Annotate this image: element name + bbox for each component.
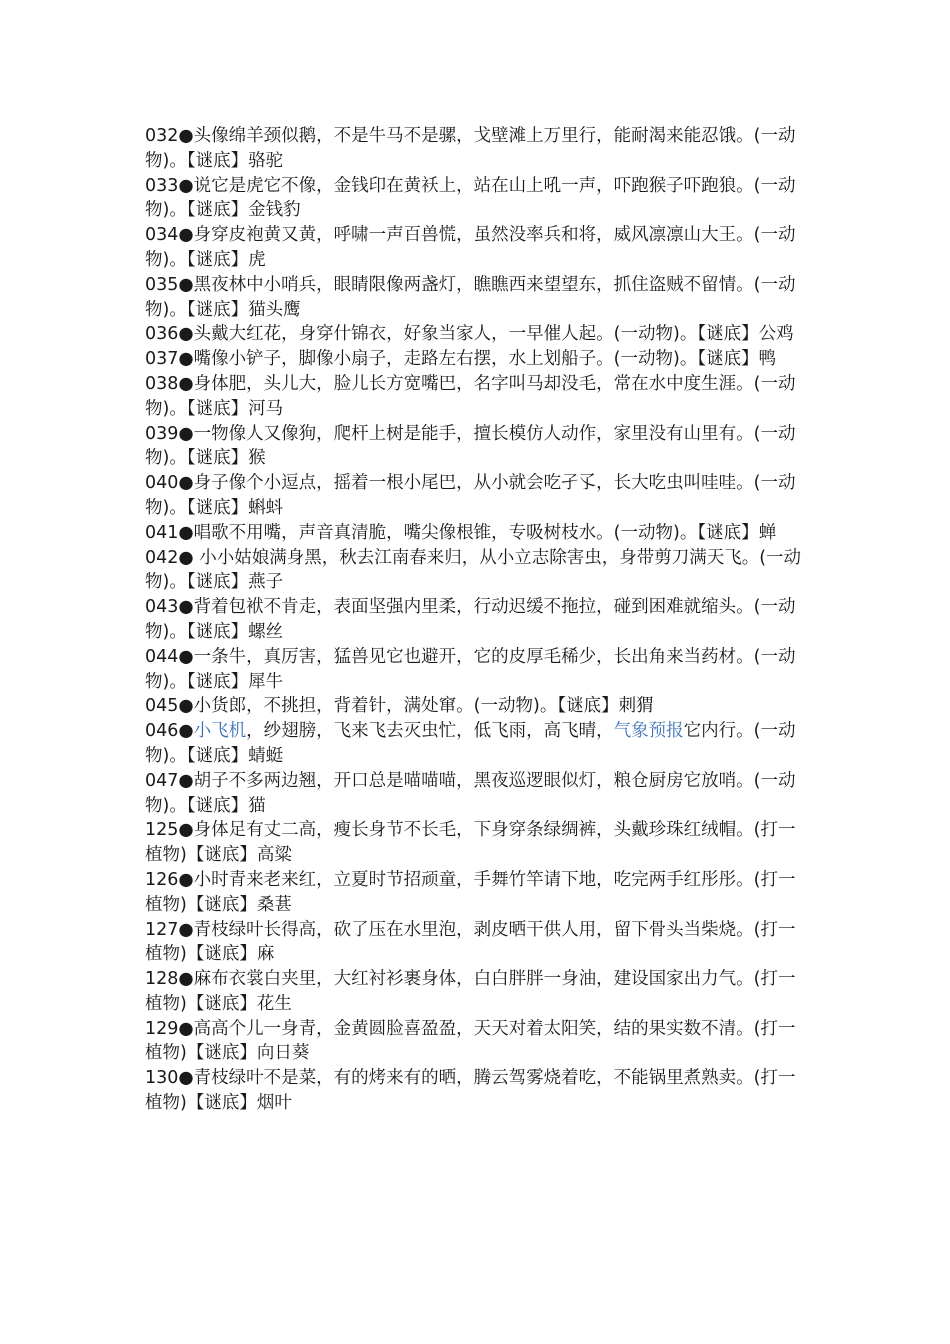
riddle-046-prefix: 046●: [145, 721, 194, 742]
riddle-128: 128●麻布衣裳白夹里，大红衬衫裹身体，白白胖胖一身油，建设国家出力气。(打一植物)【谜底】花生: [145, 969, 796, 1014]
riddle-046: [145, 719, 805, 769]
riddle-033: 033●说它是虎它不像，金钱印在黄袄上，站在山上吼一声，吓跑猴子吓跑狼。(一动物)。【谜底】金钱豹: [145, 175, 796, 221]
riddle-035: 035●黑夜林中小哨兵，眼睛限像两盏灯，瞧瞧西来望望东，抓住盗贼不留情。(一动物)。【谜底】猫头鹰: [145, 274, 796, 320]
riddle-130: 130●青枝绿叶不是菜，有的烤来有的晒，腾云驾雾烧着吃，不能锅里煮熟卖。(打一植物)【谜底】烟叶: [145, 1068, 796, 1114]
riddle-040: 040●身子像个小逗点，摇着一根小尾巴，从小就会吃孑孓，长大吃虫叫哇哇。(一动物)。【谜底】蝌蚪: [145, 473, 796, 518]
riddle-047: 047●胡子不多两边翘，开口总是喵喵喵，黑夜巡逻眼似灯，粮仓厨房它放哨。(一动物)。【谜底】猫: [145, 770, 796, 816]
riddle-043: 043●背着包袱不肯走，表面坚强内里柔，行动迟缓不拖拉，碰到困难就缩头。(一动物)。【谜底】螺丝: [145, 597, 796, 642]
riddle-042: 042● 小小姑娘满身黑，秋去江南春来归，从小立志除害虫，身带剪刀满天飞。(一动物)。【谜底】燕子: [145, 547, 802, 593]
link-weather-forecast[interactable]: 气象预报: [613, 721, 684, 742]
riddle-046-suffix: 它内行。(一动物)。【谜底】蜻蜓: [145, 721, 796, 766]
riddle-034: 034●身穿皮袍黄又黄，呼啸一声百兽慌，虽然没率兵和将，威风凛凛山大王。(一动物)。【谜底】虎: [145, 225, 796, 270]
riddle-125: 125●身体足有丈二高，瘦长身节不长毛，下身穿条绿绸裤，头戴珍珠红绒帽。(打一植物)【谜底】高粱: [145, 820, 796, 866]
riddle-037: 037●嘴像小铲子，脚像小扇子，走路左右摆，水上划船子。(一动物)。【谜底】鸭: [145, 349, 777, 370]
riddle-039: 039●一物像人又像狗，爬杆上树是能手，擅长模仿人动作，家里没有山里有。(一动物)。【谜底】猴: [145, 423, 796, 469]
riddle-127: 127●青枝绿叶长得高，砍了压在水里泡，剥皮晒干供人用，留下骨头当柴烧。(打一植物)【谜底】麻: [145, 919, 796, 965]
riddle-046-middle: ，纱翅膀，飞来飞去灭虫忙，低飞雨，高飞晴，: [246, 721, 614, 742]
riddle-036: 036●头戴大红花，身穿什锦衣，好象当家人，一早催人起。(一动物)。【谜底】公鸡: [145, 324, 794, 345]
link-small-plane[interactable]: 小飞机: [193, 721, 247, 742]
riddle-032: 032●头像绵羊颈似鹅，不是牛马不是骡，戈壁滩上万里行，能耐渴来能忍饿。(一动物)。【谜底】骆驼: [145, 126, 796, 171]
riddle-129: 129●高高个儿一身青，金黄圆脸喜盈盈，天天对着太阳笑，结的果实数不清。(打一植物)【谜底】向日葵: [145, 1018, 796, 1064]
riddle-126: 126●小时青来老来红，立夏时节招顽童，手舞竹竿请下地，吃完两手红彤彤。(打一植物)【谜底】桑葚: [145, 869, 796, 915]
riddle-041: 041●唱歌不用嘴，声音真清脆，嘴尖像根锥，专吸树枝水。(一动物)。【谜底】蝉: [145, 522, 777, 543]
riddle-045: 045●小货郎，不挑担，背着针，满处窜。(一动物)。【谜底】刺猬: [145, 696, 654, 717]
riddle-038: 038●身体肥，头儿大，脸儿长方宽嘴巴，名字叫马却没毛，常在水中度生涯。(一动物)。【谜底】河马: [145, 373, 796, 419]
riddle-044: 044●一条牛，真厉害，猛兽见它也避开，它的皮厚毛稀少，长出角来当药材。(一动物)。【谜底】犀牛: [145, 646, 796, 692]
document-body: [145, 124, 805, 1116]
